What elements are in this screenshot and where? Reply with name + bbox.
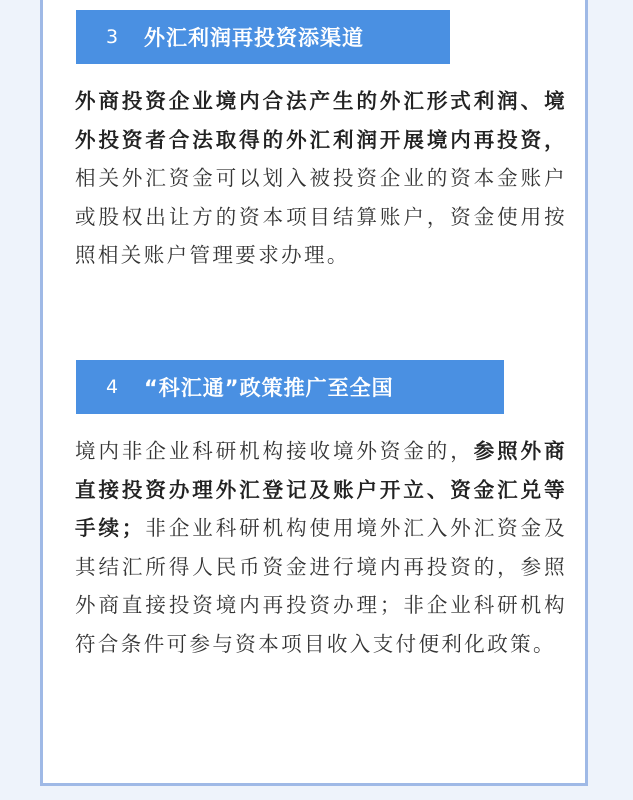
content-card — [40, 0, 588, 786]
section-4-number: 4 — [106, 376, 120, 398]
section-4-header — [76, 360, 504, 414]
section-3-paragraph — [75, 82, 567, 275]
section-4-paragraph — [75, 432, 567, 664]
section-3-title: 外汇利润再投资添渠道 — [144, 26, 364, 50]
section-4-text-before: 境内非企业科研机构接收境外资金的， — [75, 439, 474, 463]
section-4-text-after: 非企业科研机构使用境外汇入外汇资金及其结汇所得人民币资金进行境内再投资的，参照外商直接投资境内再投资办理；非企业科研机构符合条件可参与资本项目收入支付便利化政策。 — [75, 516, 567, 656]
section-3-normal-text: 相关外汇资金可以划入被投资企业的资本金账户或股权出让方的资本项目结算账户，资金使用按照相关账户管理要求办理。 — [75, 166, 567, 268]
section-4-bold-text: 参照外商直接投资办理外汇登记及账户开立、资金汇兑等手续； — [75, 439, 567, 541]
section-3-bold-text: 外商投资企业境内合法产生的外汇形式利润、境外投资者合法取得的外汇利润开展境内再投资， — [75, 89, 567, 152]
section-4-title: “科汇通”政策推广至全国 — [144, 376, 394, 400]
section-3-number: 3 — [106, 26, 120, 48]
section-3-header — [76, 10, 450, 64]
